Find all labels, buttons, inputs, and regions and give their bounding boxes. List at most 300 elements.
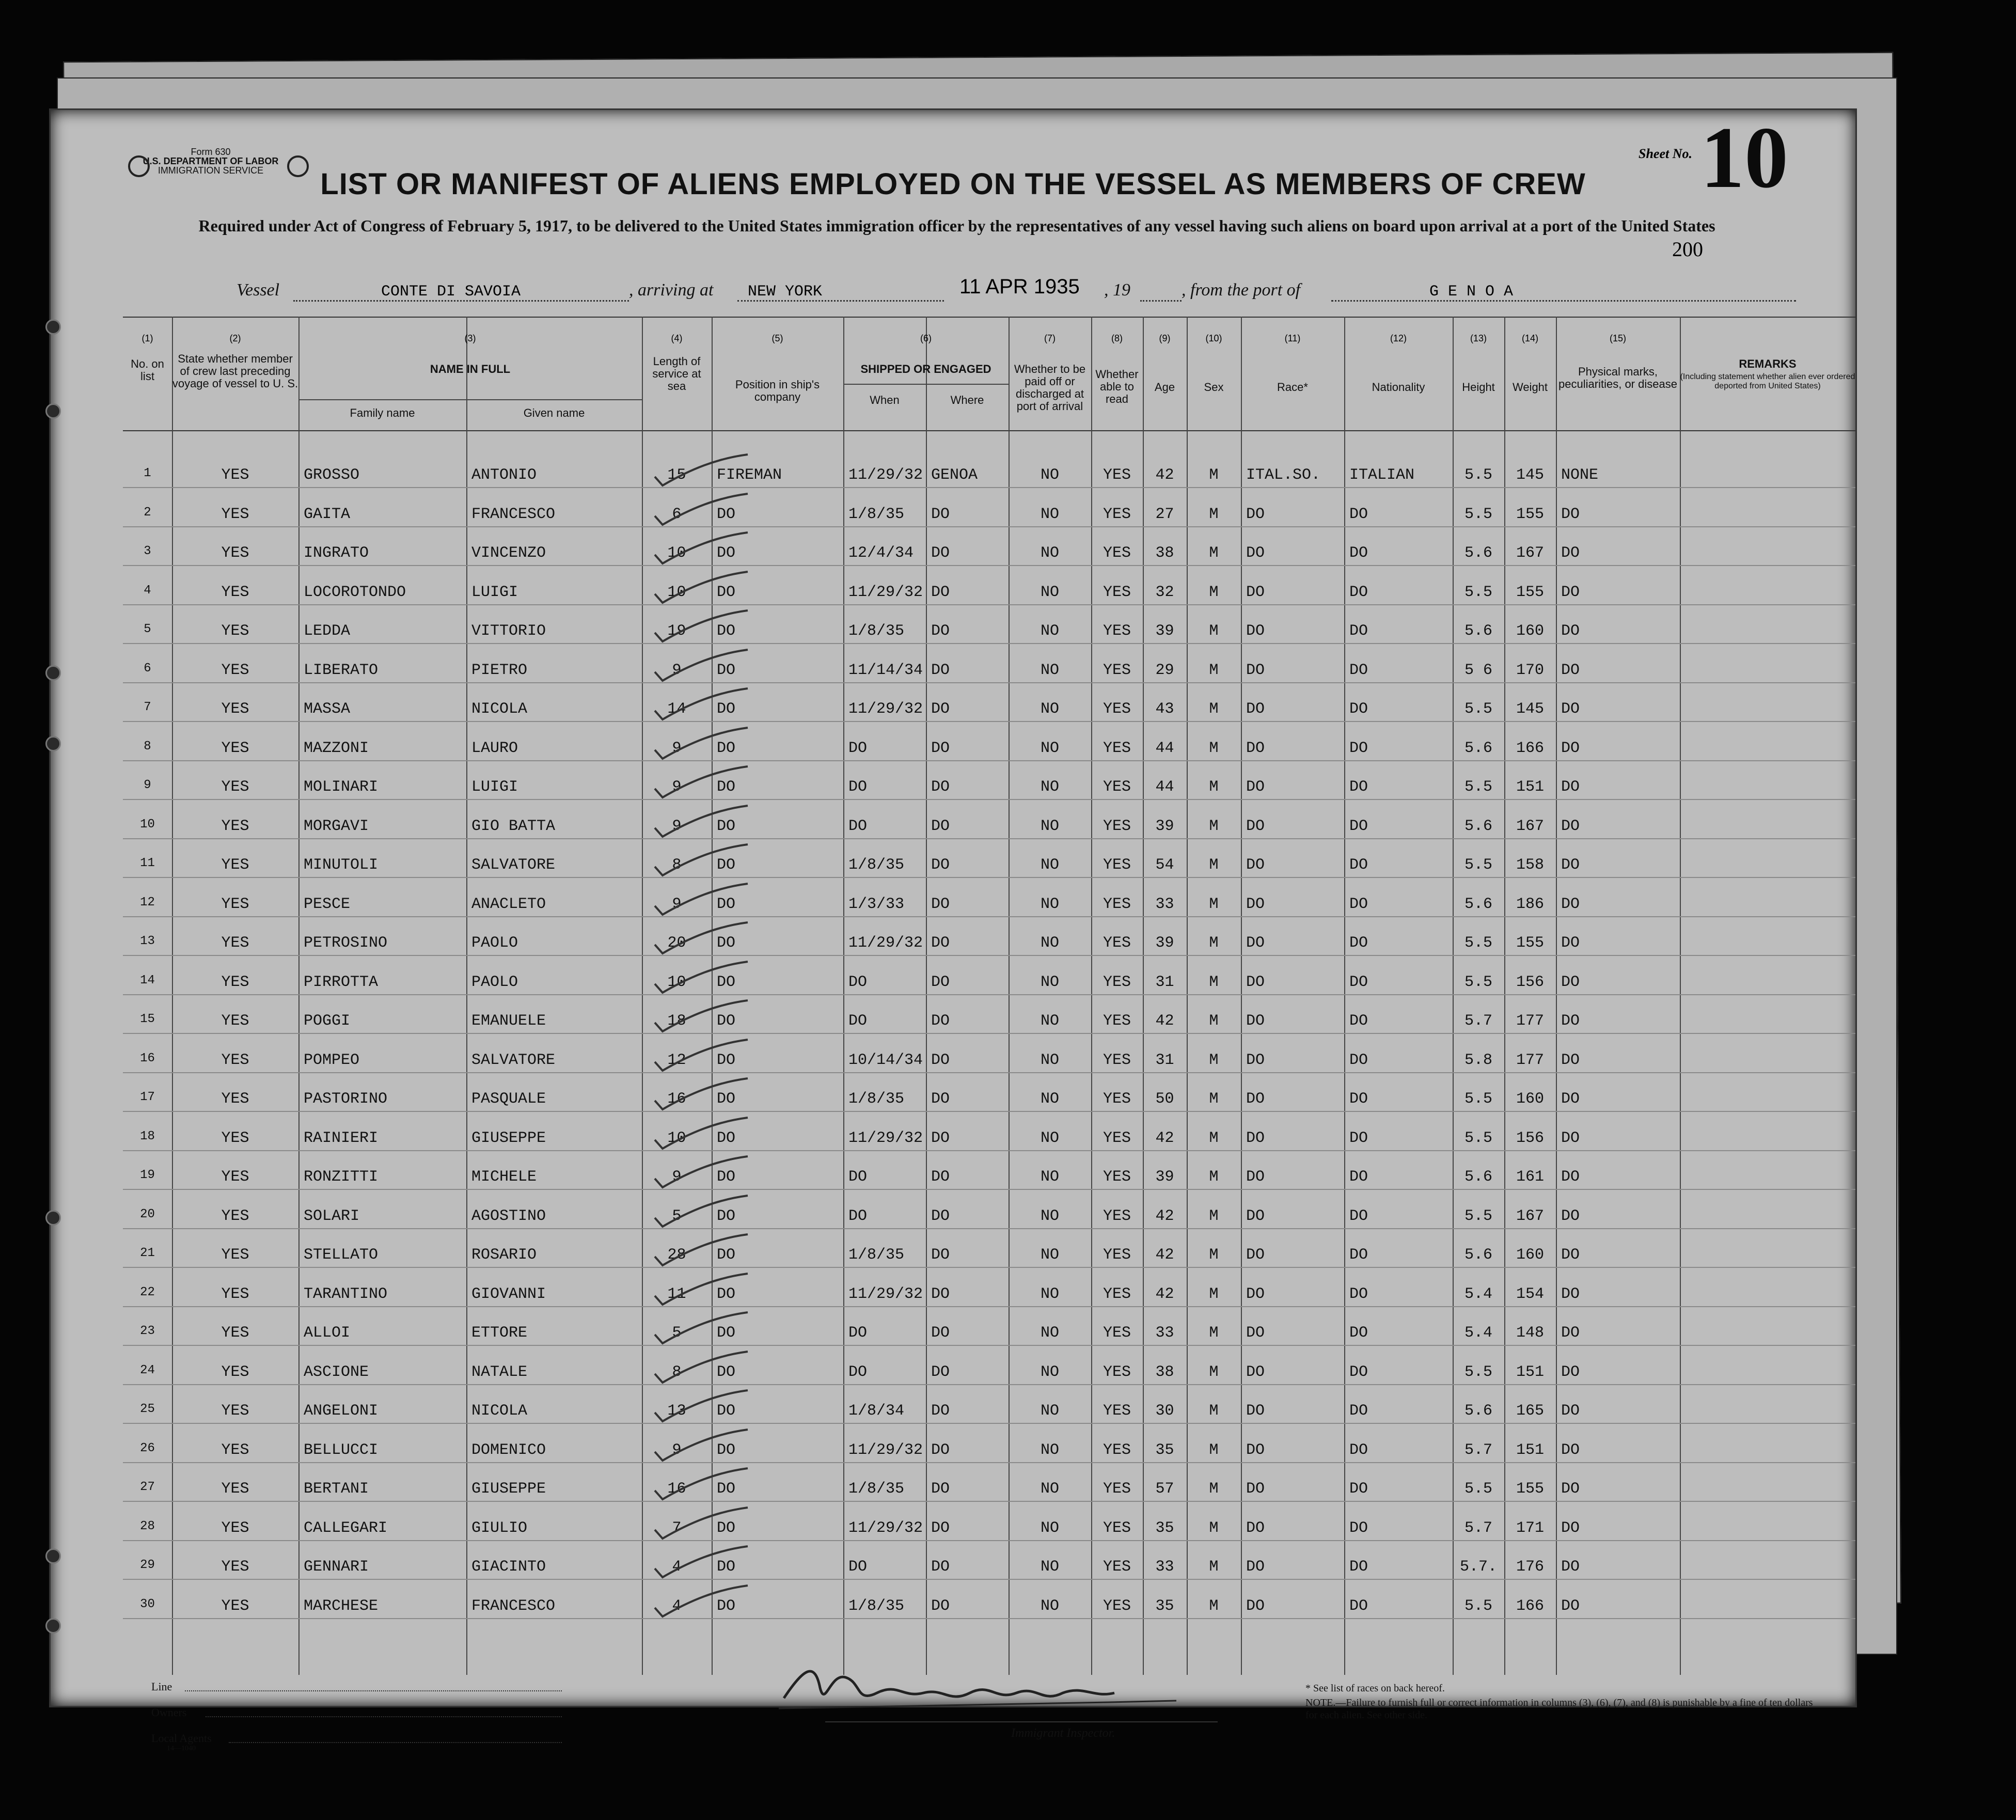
column-number: (12) [1390, 333, 1407, 343]
cell-read: YES [1102, 1402, 1131, 1420]
cell-when: DO [848, 1363, 868, 1381]
cell-family: MORGAVI [304, 817, 369, 835]
column-divider [466, 317, 467, 1675]
cell-paid: NO [1040, 895, 1059, 913]
column-number: (3) [464, 333, 476, 343]
cell-position: DO [717, 778, 736, 796]
cell-crew: YES [221, 1441, 249, 1459]
cell-family: LOCOROTONDO [304, 583, 406, 601]
cell-crew: YES [221, 778, 249, 796]
cell-paid: NO [1040, 505, 1059, 523]
cell-when: DO [848, 817, 868, 835]
cell-nat: DO [1349, 856, 1368, 874]
cell-crew: YES [221, 1519, 249, 1537]
cell-when: DO [848, 1324, 868, 1342]
from-port-label: , from the port of [1182, 280, 1301, 300]
cell-where: GENOA [931, 466, 978, 484]
cell-family: STELLATO [304, 1246, 379, 1264]
cell-paid: NO [1040, 1597, 1059, 1615]
cell-height: 5.7 [1464, 1519, 1492, 1537]
vessel-label: Vessel [237, 280, 280, 300]
column-header: No. on list [131, 357, 164, 383]
cell-given: GIO BATTA [471, 817, 556, 835]
cell-race: DO [1246, 1480, 1265, 1498]
cell-no: 27 [140, 1480, 155, 1494]
cell-marks: DO [1561, 817, 1580, 835]
cell-paid: NO [1040, 622, 1059, 640]
cell-no: 29 [140, 1558, 155, 1572]
cell-height: 5.7 [1464, 1441, 1492, 1459]
cell-age: 39 [1155, 622, 1174, 640]
cell-crew: YES [221, 1558, 249, 1576]
cell-where: DO [931, 1402, 950, 1420]
cell-position: DO [717, 1441, 736, 1459]
cell-service: 20 [667, 934, 686, 952]
cell-nat: DO [1349, 1207, 1368, 1225]
cell-sex: M [1209, 1519, 1219, 1537]
cell-given: SALVATORE [471, 856, 556, 874]
cell-family: MINUTOLI [304, 856, 379, 874]
cell-where: DO [931, 1285, 950, 1303]
cell-height: 5.5 [1464, 1129, 1492, 1147]
column-divider [1680, 317, 1681, 1675]
cell-crew: YES [221, 1168, 249, 1186]
check-mark-icon [650, 1077, 753, 1113]
cell-service: 16 [667, 1090, 686, 1108]
cell-age: 43 [1155, 700, 1174, 718]
cell-age: 31 [1155, 1051, 1174, 1069]
cell-no: 21 [140, 1246, 155, 1260]
cell-crew: YES [221, 661, 249, 679]
cell-marks: DO [1561, 583, 1580, 601]
cell-family: RAINIERI [304, 1129, 379, 1147]
cell-when: 1/8/35 [848, 622, 905, 640]
cell-service: 10 [667, 583, 686, 601]
cell-nat: DO [1349, 1480, 1368, 1498]
cell-position: DO [717, 1012, 736, 1030]
cell-age: 42 [1155, 1129, 1174, 1147]
cell-nat: DO [1349, 1363, 1368, 1381]
cell-weight: 155 [1516, 505, 1544, 523]
cell-height: 5.5 [1464, 1597, 1492, 1615]
cell-age: 39 [1155, 817, 1174, 835]
cell-sex: M [1209, 1090, 1219, 1108]
cell-age: 30 [1155, 1402, 1174, 1420]
cell-race: DO [1246, 622, 1265, 640]
cell-weight: 167 [1516, 817, 1544, 835]
cell-given: PASQUALE [471, 1090, 546, 1108]
cell-no: 8 [144, 739, 151, 754]
cell-weight: 160 [1516, 1246, 1544, 1264]
cell-position: DO [717, 817, 736, 835]
check-mark-icon [650, 727, 753, 763]
cell-marks: DO [1561, 1168, 1580, 1186]
check-mark-icon [650, 687, 753, 724]
cell-crew: YES [221, 1129, 249, 1147]
cell-age: 38 [1155, 1363, 1174, 1381]
cell-when: 1/8/35 [848, 505, 905, 523]
cell-paid: NO [1040, 856, 1059, 874]
cell-sex: M [1209, 1246, 1219, 1264]
check-mark-icon [650, 843, 753, 880]
cell-given: ANACLETO [471, 895, 546, 913]
check-mark-icon [650, 961, 753, 997]
footer-line-dots [185, 1690, 562, 1691]
column-number: (1) [141, 333, 153, 343]
cell-service: 9 [672, 895, 682, 913]
cell-when: 1/8/35 [848, 1597, 905, 1615]
cell-given: GIACINTO [471, 1558, 546, 1576]
cell-marks: DO [1561, 1519, 1580, 1537]
cell-where: DO [931, 778, 950, 796]
cell-height: 5.5 [1464, 583, 1492, 601]
cell-height: 5.6 [1464, 1168, 1492, 1186]
cell-race: DO [1246, 739, 1265, 757]
row-rule [123, 1189, 1855, 1190]
column-header: NAME IN FULL [430, 363, 511, 375]
cell-race: DO [1246, 973, 1265, 991]
cell-sex: M [1209, 1051, 1219, 1069]
cell-nat: DO [1349, 1051, 1368, 1069]
column-header: REMARKS [1739, 357, 1797, 370]
cell-when: 11/29/32 [848, 1519, 923, 1537]
cell-position: DO [717, 1519, 736, 1537]
cell-age: 33 [1155, 895, 1174, 913]
cell-read: YES [1102, 1051, 1131, 1069]
cell-height: 5.5 [1464, 934, 1492, 952]
cell-no: 23 [140, 1324, 155, 1338]
cell-given: VITTORIO [471, 622, 546, 640]
row-rule [123, 1033, 1855, 1034]
cell-when: 11/29/32 [848, 934, 923, 952]
inspector-label: Immigrant Inspector. [1011, 1727, 1115, 1740]
cell-family: RONZITTI [304, 1168, 379, 1186]
manifest-sheet [49, 108, 1857, 1752]
cell-where: DO [931, 661, 950, 679]
cell-family: GENNARI [304, 1558, 369, 1576]
cell-position: DO [717, 1402, 736, 1420]
cell-crew: YES [221, 544, 249, 562]
header-subdivider [843, 384, 1009, 385]
cell-nat: DO [1349, 1597, 1368, 1615]
footer-agents-label: Local Agents [151, 1732, 212, 1745]
cell-age: 39 [1155, 934, 1174, 952]
check-mark-icon [650, 805, 753, 841]
cell-read: YES [1102, 1285, 1131, 1303]
cell-marks: DO [1561, 700, 1580, 718]
cell-race: DO [1246, 895, 1265, 913]
cell-age: 38 [1155, 544, 1174, 562]
cell-given: NICOLA [471, 1402, 528, 1420]
cell-family: BERTANI [304, 1480, 369, 1498]
cell-when: 11/29/32 [848, 700, 923, 718]
cell-where: DO [931, 973, 950, 991]
check-mark-icon [650, 1195, 753, 1231]
cell-read: YES [1102, 1168, 1131, 1186]
cell-position: DO [717, 856, 736, 874]
column-header: Whether to be paid off or discharged at port of arrival [1014, 363, 1086, 413]
cell-no: 16 [140, 1051, 155, 1065]
cell-no: 3 [144, 544, 151, 558]
cell-position: DO [717, 1051, 736, 1069]
cell-position: DO [717, 1324, 736, 1342]
cell-weight: 186 [1516, 895, 1544, 913]
cell-service: 4 [672, 1558, 682, 1576]
check-mark-icon [650, 1273, 753, 1309]
cell-family: PASTORINO [304, 1090, 388, 1108]
cell-crew: YES [221, 700, 249, 718]
row-rule [123, 1501, 1855, 1502]
cell-weight: 165 [1516, 1402, 1544, 1420]
cell-when: 11/29/32 [848, 1285, 923, 1303]
cell-age: 29 [1155, 661, 1174, 679]
check-mark-icon [650, 921, 753, 958]
check-mark-icon [650, 649, 753, 685]
cell-weight: 176 [1516, 1558, 1544, 1576]
cell-read: YES [1102, 622, 1131, 640]
row-rule [123, 682, 1855, 683]
cell-age: 50 [1155, 1090, 1174, 1108]
column-divider [843, 317, 844, 1675]
column-header: Sex [1204, 381, 1224, 394]
cell-crew: YES [221, 895, 249, 913]
cell-nat: DO [1349, 1168, 1368, 1186]
cell-service: 13 [667, 1402, 686, 1420]
cell-marks: DO [1561, 661, 1580, 679]
cell-no: 15 [140, 1012, 155, 1026]
cell-race: DO [1246, 1519, 1265, 1537]
cell-when: 11/29/32 [848, 466, 923, 484]
cell-sex: M [1209, 1597, 1219, 1615]
sheet-number: 10 [1700, 109, 1788, 206]
cell-where: DO [931, 1129, 950, 1147]
cell-weight: 151 [1516, 778, 1544, 796]
cell-service: 9 [672, 1441, 682, 1459]
cell-height: 5.6 [1464, 817, 1492, 835]
cell-read: YES [1102, 1363, 1131, 1381]
cell-when: 1/8/35 [848, 1480, 905, 1498]
cell-family: CALLEGARI [304, 1519, 388, 1537]
cell-marks: DO [1561, 1090, 1580, 1108]
cell-crew: YES [221, 1480, 249, 1498]
cell-service: 18 [667, 1012, 686, 1030]
cell-where: DO [931, 1519, 950, 1537]
cell-where: DO [931, 1090, 950, 1108]
cell-race: DO [1246, 505, 1265, 523]
row-rule [123, 565, 1855, 566]
cell-service: 28 [667, 1246, 686, 1264]
check-mark-icon [650, 493, 753, 529]
cell-height: 5 6 [1464, 661, 1492, 679]
cell-race: DO [1246, 1324, 1265, 1342]
binding-hole-icon [45, 1210, 61, 1226]
cell-no: 13 [140, 934, 155, 948]
cell-read: YES [1102, 661, 1131, 679]
cell-where: DO [931, 544, 950, 562]
binding-hole-icon [45, 1618, 61, 1634]
cell-position: DO [717, 505, 736, 523]
check-mark-icon [650, 571, 753, 607]
cell-paid: NO [1040, 1363, 1059, 1381]
cell-family: BELLUCCI [304, 1441, 379, 1459]
check-mark-icon [650, 1351, 753, 1387]
cell-crew: YES [221, 1285, 249, 1303]
cell-no: 22 [140, 1285, 155, 1299]
cell-nat: DO [1349, 505, 1368, 523]
cell-nat: DO [1349, 1090, 1368, 1108]
cell-weight: 155 [1516, 1480, 1544, 1498]
cell-nat: DO [1349, 778, 1368, 796]
column-header: Position in ship's company [735, 378, 820, 403]
cell-position: DO [717, 895, 736, 913]
year-label: , 19 [1104, 280, 1130, 300]
cell-marks: DO [1561, 1597, 1580, 1615]
column-header: Family name [350, 406, 415, 419]
cell-race: DO [1246, 856, 1265, 874]
cell-given: GIUSEPPE [471, 1480, 546, 1498]
cell-service: 16 [667, 1480, 686, 1498]
check-mark-icon [650, 1507, 753, 1543]
cell-where: DO [931, 1168, 950, 1186]
cell-read: YES [1102, 1441, 1131, 1459]
cell-no: 12 [140, 895, 155, 909]
cell-when: 11/29/32 [848, 1129, 923, 1147]
cell-sex: M [1209, 739, 1219, 757]
cell-paid: NO [1040, 739, 1059, 757]
cell-no: 14 [140, 973, 155, 987]
cell-paid: NO [1040, 1558, 1059, 1576]
cell-nat: DO [1349, 700, 1368, 718]
row-rule [123, 604, 1855, 605]
column-number: (10) [1205, 333, 1222, 343]
cell-marks: DO [1561, 856, 1580, 874]
row-rule [123, 1228, 1855, 1229]
sheet-subnumber: 200 [1672, 238, 1703, 261]
cell-weight: 160 [1516, 622, 1544, 640]
check-mark-icon [650, 1117, 753, 1153]
cell-family: MASSA [304, 700, 351, 718]
cell-crew: YES [221, 1012, 249, 1030]
row-rule [123, 1540, 1855, 1541]
cell-sex: M [1209, 700, 1219, 718]
year-dots [1140, 300, 1182, 302]
check-mark-icon [650, 1584, 753, 1621]
cell-race: DO [1246, 934, 1265, 952]
cell-crew: YES [221, 505, 249, 523]
cell-read: YES [1102, 1480, 1131, 1498]
column-header: Where [950, 394, 984, 406]
column-number: (4) [671, 333, 683, 343]
cell-when: 10/14/34 [848, 1051, 923, 1069]
cell-when: 1/3/33 [848, 895, 905, 913]
cell-marks: DO [1561, 622, 1580, 640]
cell-position: DO [717, 1129, 736, 1147]
cell-where: DO [931, 1441, 950, 1459]
cell-height: 5.6 [1464, 622, 1492, 640]
cell-read: YES [1102, 1558, 1131, 1576]
cell-crew: YES [221, 1597, 249, 1615]
cell-paid: NO [1040, 934, 1059, 952]
cell-weight: 148 [1516, 1324, 1544, 1342]
check-mark-icon [650, 883, 753, 919]
cell-where: DO [931, 934, 950, 952]
cell-crew: YES [221, 622, 249, 640]
cell-family: GROSSO [304, 466, 360, 484]
cell-given: ETTORE [471, 1324, 528, 1342]
cell-position: DO [717, 1558, 736, 1576]
cell-service: 4 [672, 1597, 682, 1615]
cell-nat: DO [1349, 1441, 1368, 1459]
cell-sex: M [1209, 1402, 1219, 1420]
cell-crew: YES [221, 856, 249, 874]
cell-given: MICHELE [471, 1168, 537, 1186]
cell-sex: M [1209, 1558, 1219, 1576]
cell-height: 5.6 [1464, 895, 1492, 913]
cell-age: 27 [1155, 505, 1174, 523]
check-mark-icon [650, 1429, 753, 1465]
check-mark-icon [650, 453, 753, 490]
check-mark-icon [650, 1467, 753, 1503]
row-rule [123, 721, 1855, 722]
cell-given: EMANUELE [471, 1012, 546, 1030]
cell-read: YES [1102, 1597, 1131, 1615]
cell-position: DO [717, 934, 736, 952]
cell-crew: YES [221, 1090, 249, 1108]
cell-sex: M [1209, 466, 1219, 484]
cell-race: DO [1246, 1129, 1265, 1147]
column-number: (9) [1159, 333, 1171, 343]
cell-height: 5.6 [1464, 1246, 1492, 1264]
cell-sex: M [1209, 778, 1219, 796]
vessel-name: CONTE DI SAVOIA [381, 283, 521, 301]
row-rule [123, 643, 1855, 644]
cell-marks: DO [1561, 544, 1580, 562]
row-rule [123, 526, 1855, 527]
column-header: Whether able to read [1095, 368, 1139, 405]
cell-service: 10 [667, 1129, 686, 1147]
cell-race: DO [1246, 583, 1265, 601]
cell-where: DO [931, 1597, 950, 1615]
cell-given: FRANCESCO [471, 1597, 556, 1615]
cell-sex: M [1209, 1207, 1219, 1225]
check-mark-icon [650, 1233, 753, 1269]
cell-weight: 166 [1516, 1597, 1544, 1615]
cell-family: ANGELONI [304, 1402, 379, 1420]
row-rule [123, 1384, 1855, 1385]
row-rule [123, 838, 1855, 839]
cell-when: DO [848, 1558, 868, 1576]
cell-position: FIREMAN [717, 466, 782, 484]
cell-family: POMPEO [304, 1051, 360, 1069]
cell-no: 4 [144, 583, 151, 598]
cell-read: YES [1102, 1324, 1131, 1342]
cell-service: 11 [667, 1285, 686, 1303]
cell-height: 5.7. [1459, 1558, 1497, 1576]
cell-given: GIOVANNI [471, 1285, 546, 1303]
cell-paid: NO [1040, 1012, 1059, 1030]
cell-when: 1/8/34 [848, 1402, 905, 1420]
cell-nat: DO [1349, 1558, 1368, 1576]
cell-weight: 167 [1516, 544, 1544, 562]
cell-age: 42 [1155, 1285, 1174, 1303]
cell-height: 5.5 [1464, 973, 1492, 991]
cell-paid: NO [1040, 1441, 1059, 1459]
sheet-label: Sheet No. [1639, 146, 1692, 161]
cell-height: 5.5 [1464, 856, 1492, 874]
cell-where: DO [931, 1207, 950, 1225]
cell-where: DO [931, 700, 950, 718]
cell-no: 17 [140, 1090, 155, 1104]
